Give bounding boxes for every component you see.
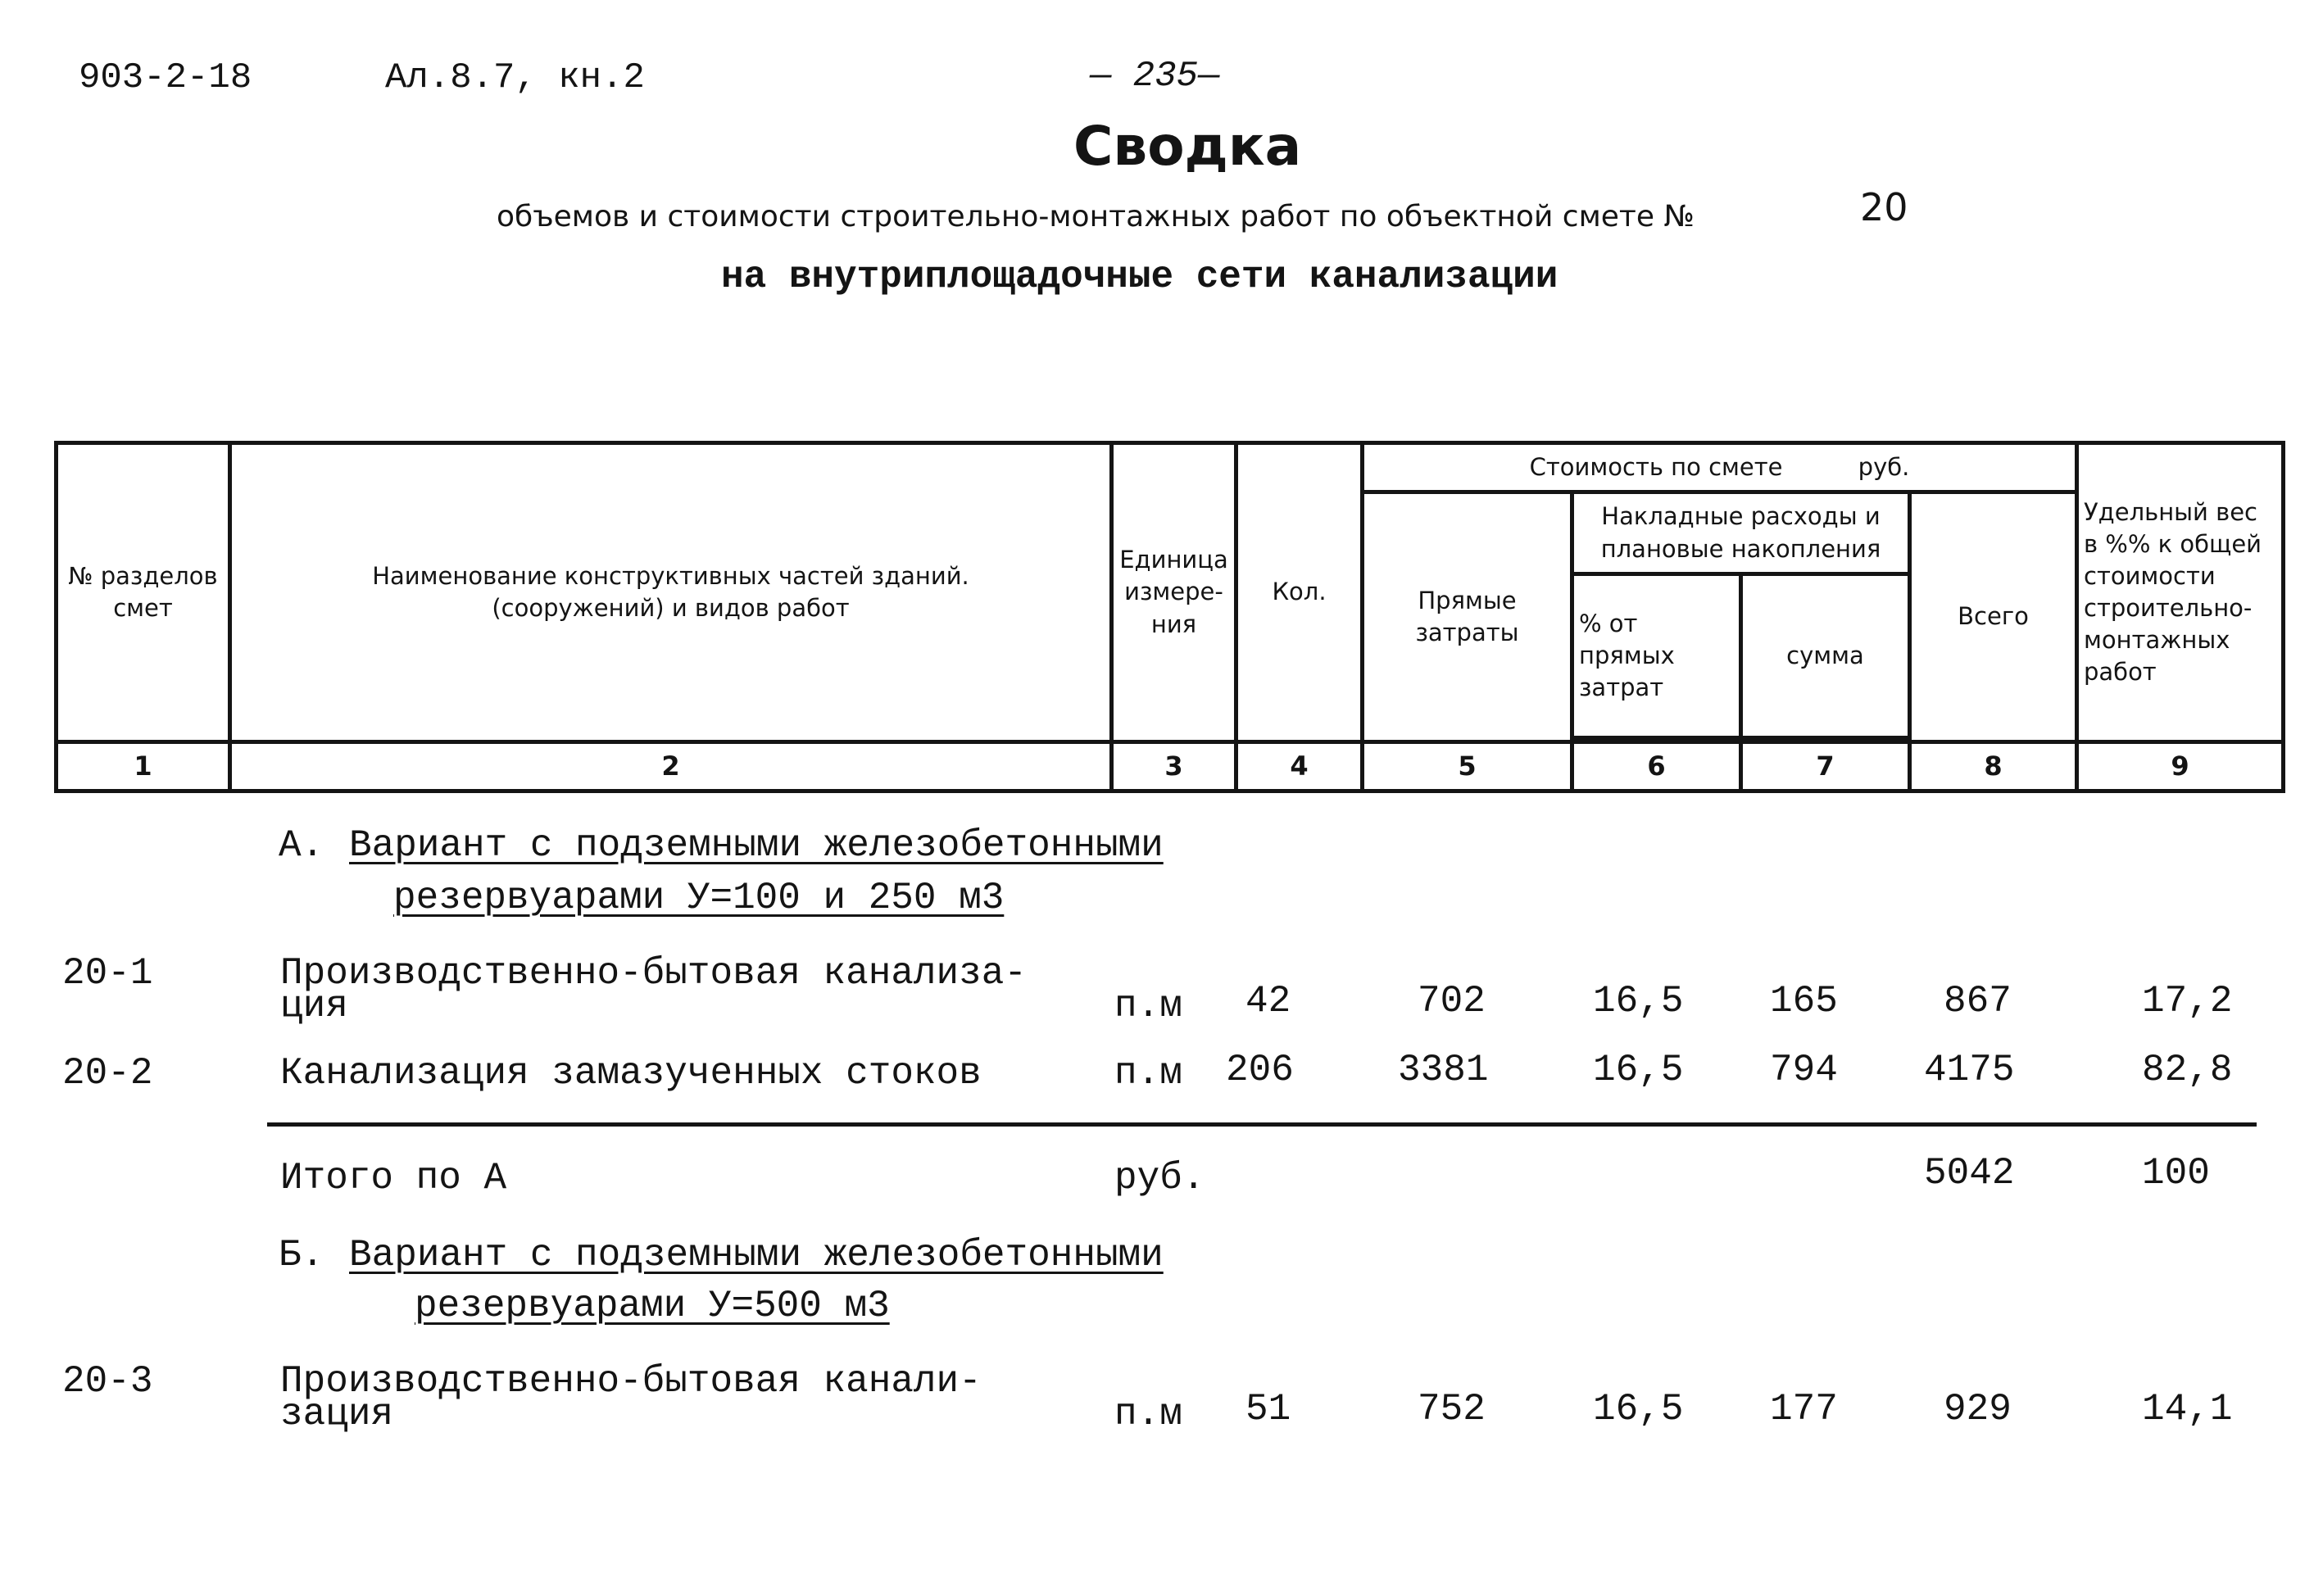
section-b-letter: Б. [279,1234,324,1276]
row-1-name-line1: Производственно-бытовая канализа- [280,952,1027,995]
row-3-name-line1: Производственно-бытовая канали- [280,1360,982,1403]
page-subject: на внутриплощадочные сети канализации [721,256,1558,298]
col-quantity: Кол. [1236,443,1363,742]
col-number-9: 9 [2077,742,2284,791]
row-2-unit: п.м [1114,1052,1182,1095]
row-1-total: 867 [1944,980,2012,1022]
row-1-name-line2: ция [280,985,348,1027]
row-1-percent: 16,5 [1593,980,1684,1022]
row-3-sum: 177 [1770,1388,1838,1431]
row-2-percent: 16,5 [1593,1049,1684,1091]
total-a-share: 100 [2142,1152,2210,1195]
col-section-number: № разделов смет [57,443,230,742]
row-3-share: 14,1 [2142,1388,2233,1431]
col-number-1: 1 [57,742,230,791]
col-number-2: 2 [230,742,1112,791]
col-number-6: 6 [1572,742,1741,791]
row-1-direct: 702 [1418,980,1486,1022]
page-title: Сводка [1073,115,1302,178]
document-code: 903-2-18 [79,57,252,98]
row-1-sum: 165 [1770,980,1838,1022]
col-total: Всего [1910,492,2077,742]
row-1-code: 20-1 [62,952,153,995]
album-reference: Ал.8.7, кн.2 [385,57,645,98]
row-3-percent: 16,5 [1593,1388,1684,1431]
col-sum: сумма [1741,574,1910,738]
row-2-direct: 3381 [1398,1049,1489,1091]
row-2-total: 4175 [1924,1049,2015,1091]
total-a-label: Итого по А [280,1157,507,1199]
col-number-3: 3 [1112,742,1236,791]
col-number-5: 5 [1363,742,1572,791]
total-a-total: 5042 [1924,1152,2015,1195]
col-number-7: 7 [1741,742,1910,791]
page-number: — 235— [1090,56,1220,97]
col-name [230,443,1112,742]
col-direct-costs: Прямые затраты [1363,492,1572,742]
row-2-code: 20-2 [62,1052,153,1095]
row-3-total: 929 [1944,1388,2012,1431]
row-1-unit: п.м [1114,985,1182,1027]
row-3-quantity: 51 [1245,1388,1291,1431]
row-3-name-line2: зация [280,1393,394,1435]
col-percent: % от прямых затрат [1572,574,1741,738]
row-1-quantity: 42 [1245,980,1291,1022]
col-cost-group: Стоимость по смете руб. [1363,443,2077,492]
section-a-letter: А. [279,824,324,867]
col-overhead-group: Накладные расходы и плановые накопления [1572,492,1910,574]
page-subtitle: объемов и стоимости строительно-монтажных работ по объектной смете № [497,200,1695,234]
row-1-share: 17,2 [2142,980,2233,1022]
row-2-name-line1: Канализация замазученных стоков [280,1052,982,1095]
summary-table-header [54,441,2285,793]
row-2-sum: 794 [1770,1049,1838,1091]
row-3-code: 20-3 [62,1360,153,1403]
section-a-title-line2: резервуарами У=100 и 250 м3 [393,877,1005,919]
estimate-number: 20 [1860,185,1908,229]
row-3-direct: 752 [1418,1388,1486,1431]
col-share: Удельный вес в %% к общей стоимости строительно- монтажных работ [2077,443,2284,742]
col-number-4: 4 [1236,742,1363,791]
col-unit: Единица измере- ния [1112,443,1236,742]
col-name-line1: Наименование конструктивных частей зданий. [372,561,969,590]
col-name-line2: (сооружений) и видов работ [492,594,850,622]
col-number-8: 8 [1910,742,2077,791]
row-2-quantity: 206 [1226,1049,1294,1091]
section-b-title-line1: Вариант с подземными железобетонными [349,1234,1164,1276]
section-b-title-line2: резервуарами У=500 м3 [415,1285,890,1327]
total-divider [267,1122,2257,1127]
total-a-unit: руб. [1114,1157,1205,1199]
row-2-share: 82,8 [2142,1049,2233,1091]
section-a-title-line1: Вариант с подземными железобетонными [349,824,1164,867]
row-3-unit: п.м [1114,1393,1182,1435]
